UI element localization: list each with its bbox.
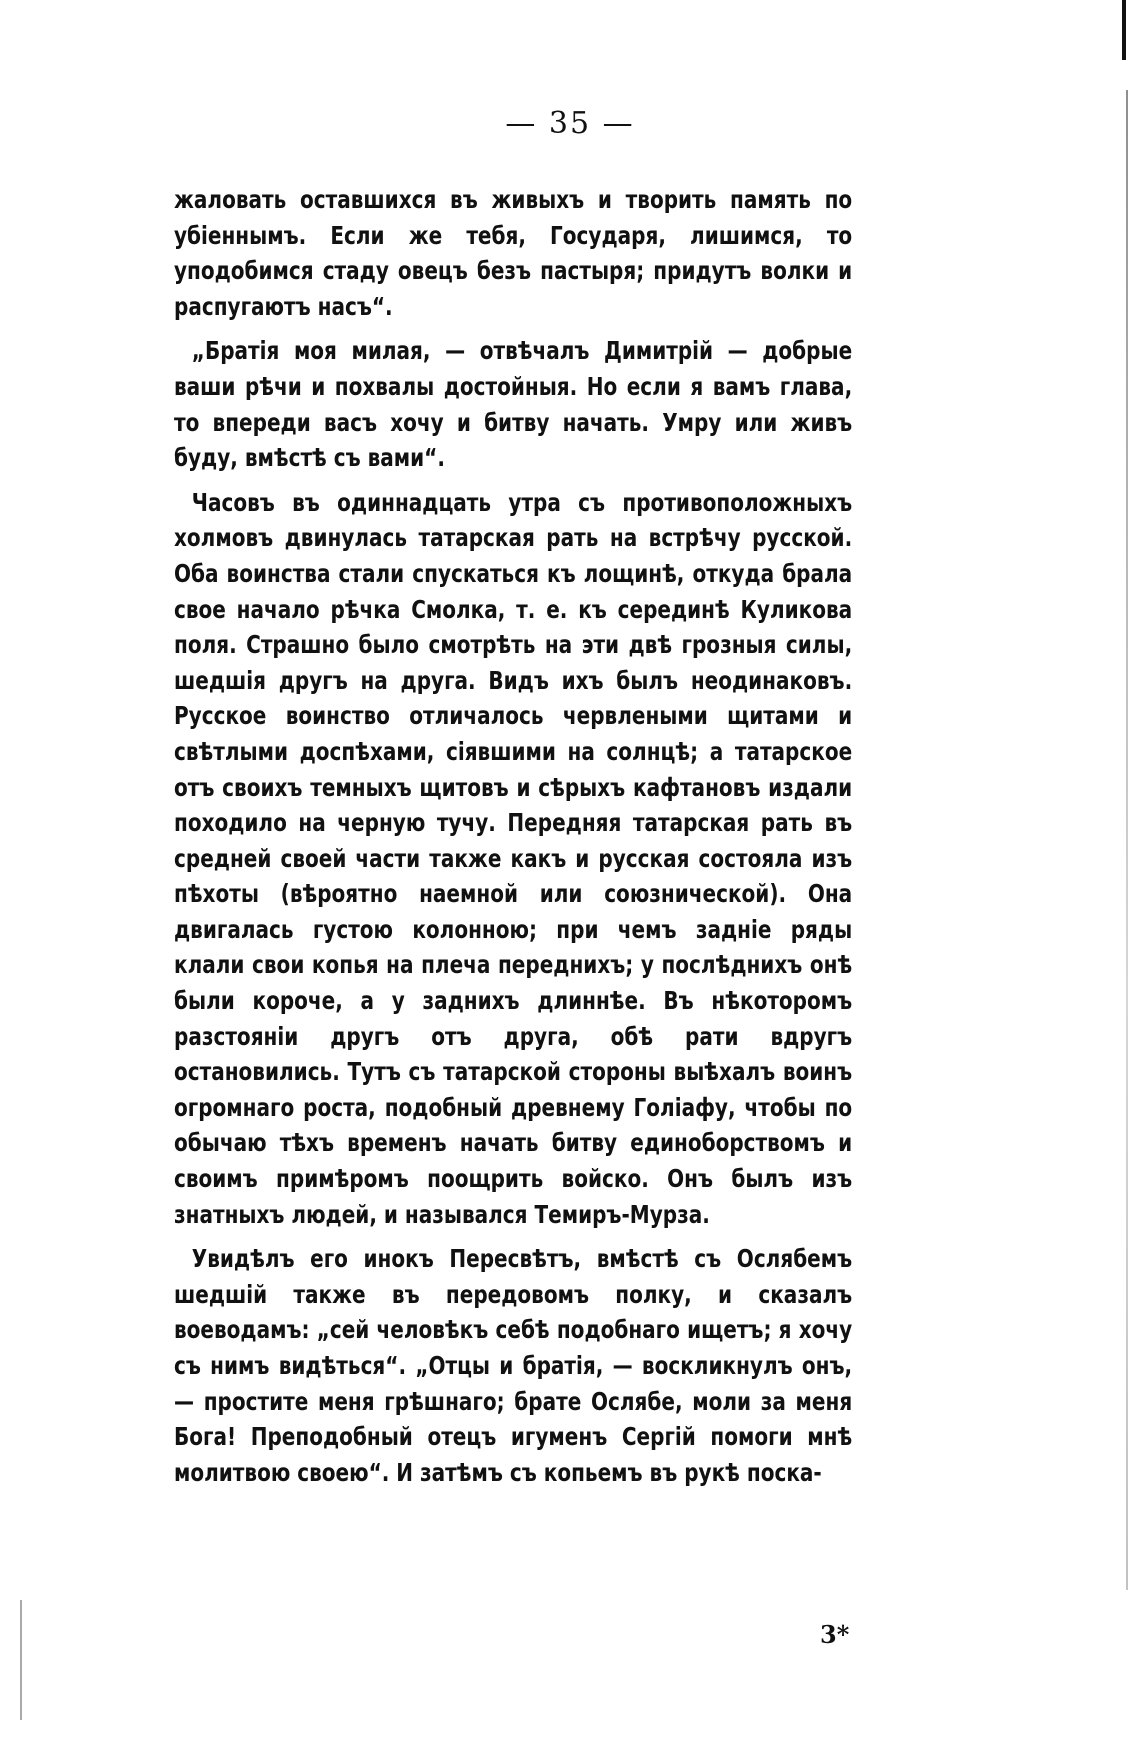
- page-number: — 35 —: [505, 106, 635, 141]
- paragraph-4: Увидѣлъ его инокъ Пересвѣтъ, вмѣстѣ съ Ослябемъ шедшій также въ передовомъ полку, и сказалъ воеводамъ: „сей человѣкъ себѣ подобнаго ищетъ; я хочу съ нимъ видѣться“. „Отцы и братія, — воскликнулъ онъ, — простите меня грѣшнаго; брате Ослябе, моли за меня Бога! Преподобный отецъ игуменъ Сергій помоги мнѣ молитвою своею“. И затѣмъ съ копьемъ въ рукѣ поска-: [174, 1244, 853, 1487]
- paragraph-3: Часовъ въ одиннадцать утра съ противоположныхъ холмовъ двинулась татарская рать на встрѣчу русской. Оба воинства стали спускаться къ лощинѣ, откуда брала свое начало рѣчка Смолка, т. е. къ серединѣ Куликова поля. Страшно было смотрѣть на эти двѣ грозныя силы, шедшія другъ на друга. Видъ ихъ былъ неодинаковъ. Русское воинство отличалось червлеными щитами и свѣтлыми доспѣхами, сіявшими на солнцѣ; а татарское отъ своихъ темныхъ щитовъ и сѣрыхъ кафтановъ издали походило на черную тучу. Передняя татарская рать въ средней своей части также какъ и русская состояла изъ пѣхоты (вѣроятно наемной или союзнической). Она двигалась густою колонною; при чемъ задніе ряды клали свои копья на плеча переднихъ; у послѣднихъ онѣ были короче, а у заднихъ длиннѣе. Въ нѣкоторомъ разстояніи другъ отъ друга, обѣ рати вдругъ остановились. Тутъ съ татарской стороны выѣхалъ воинъ огромнаго роста, подобный древнему Голіафу, чтобы по обычаю тѣхъ временъ начать битву единоборствомъ и своимъ примѣромъ поощрить войско. Онъ былъ изъ знатныхъ людей, и назывался Темиръ-Мурза.: [174, 487, 853, 1229]
- page-edge-mark-left: [20, 1600, 22, 1720]
- paragraph-2: „Братія моя милая, — отвѣчалъ Димитрій — добрые ваши рѣчи и похвалы достойныя. Но если я вамъ глава, то впереди васъ хочу и битву начать. Умру или живъ буду, вмѣстѣ съ вами“.: [174, 336, 853, 473]
- page-edge-shadow: [1126, 90, 1128, 1590]
- signature-mark: 3*: [820, 1620, 850, 1649]
- page-edge-mark: [1122, 0, 1126, 60]
- body-text: [174, 182, 852, 1499]
- paragraph-1: жаловать оставшихся въ живыхъ и творить память по убіеннымъ. Если же тебя, Государя, лишимся, то уподобимся стаду овецъ безъ пастыря; придутъ волки и распугаютъ насъ“.: [174, 185, 853, 321]
